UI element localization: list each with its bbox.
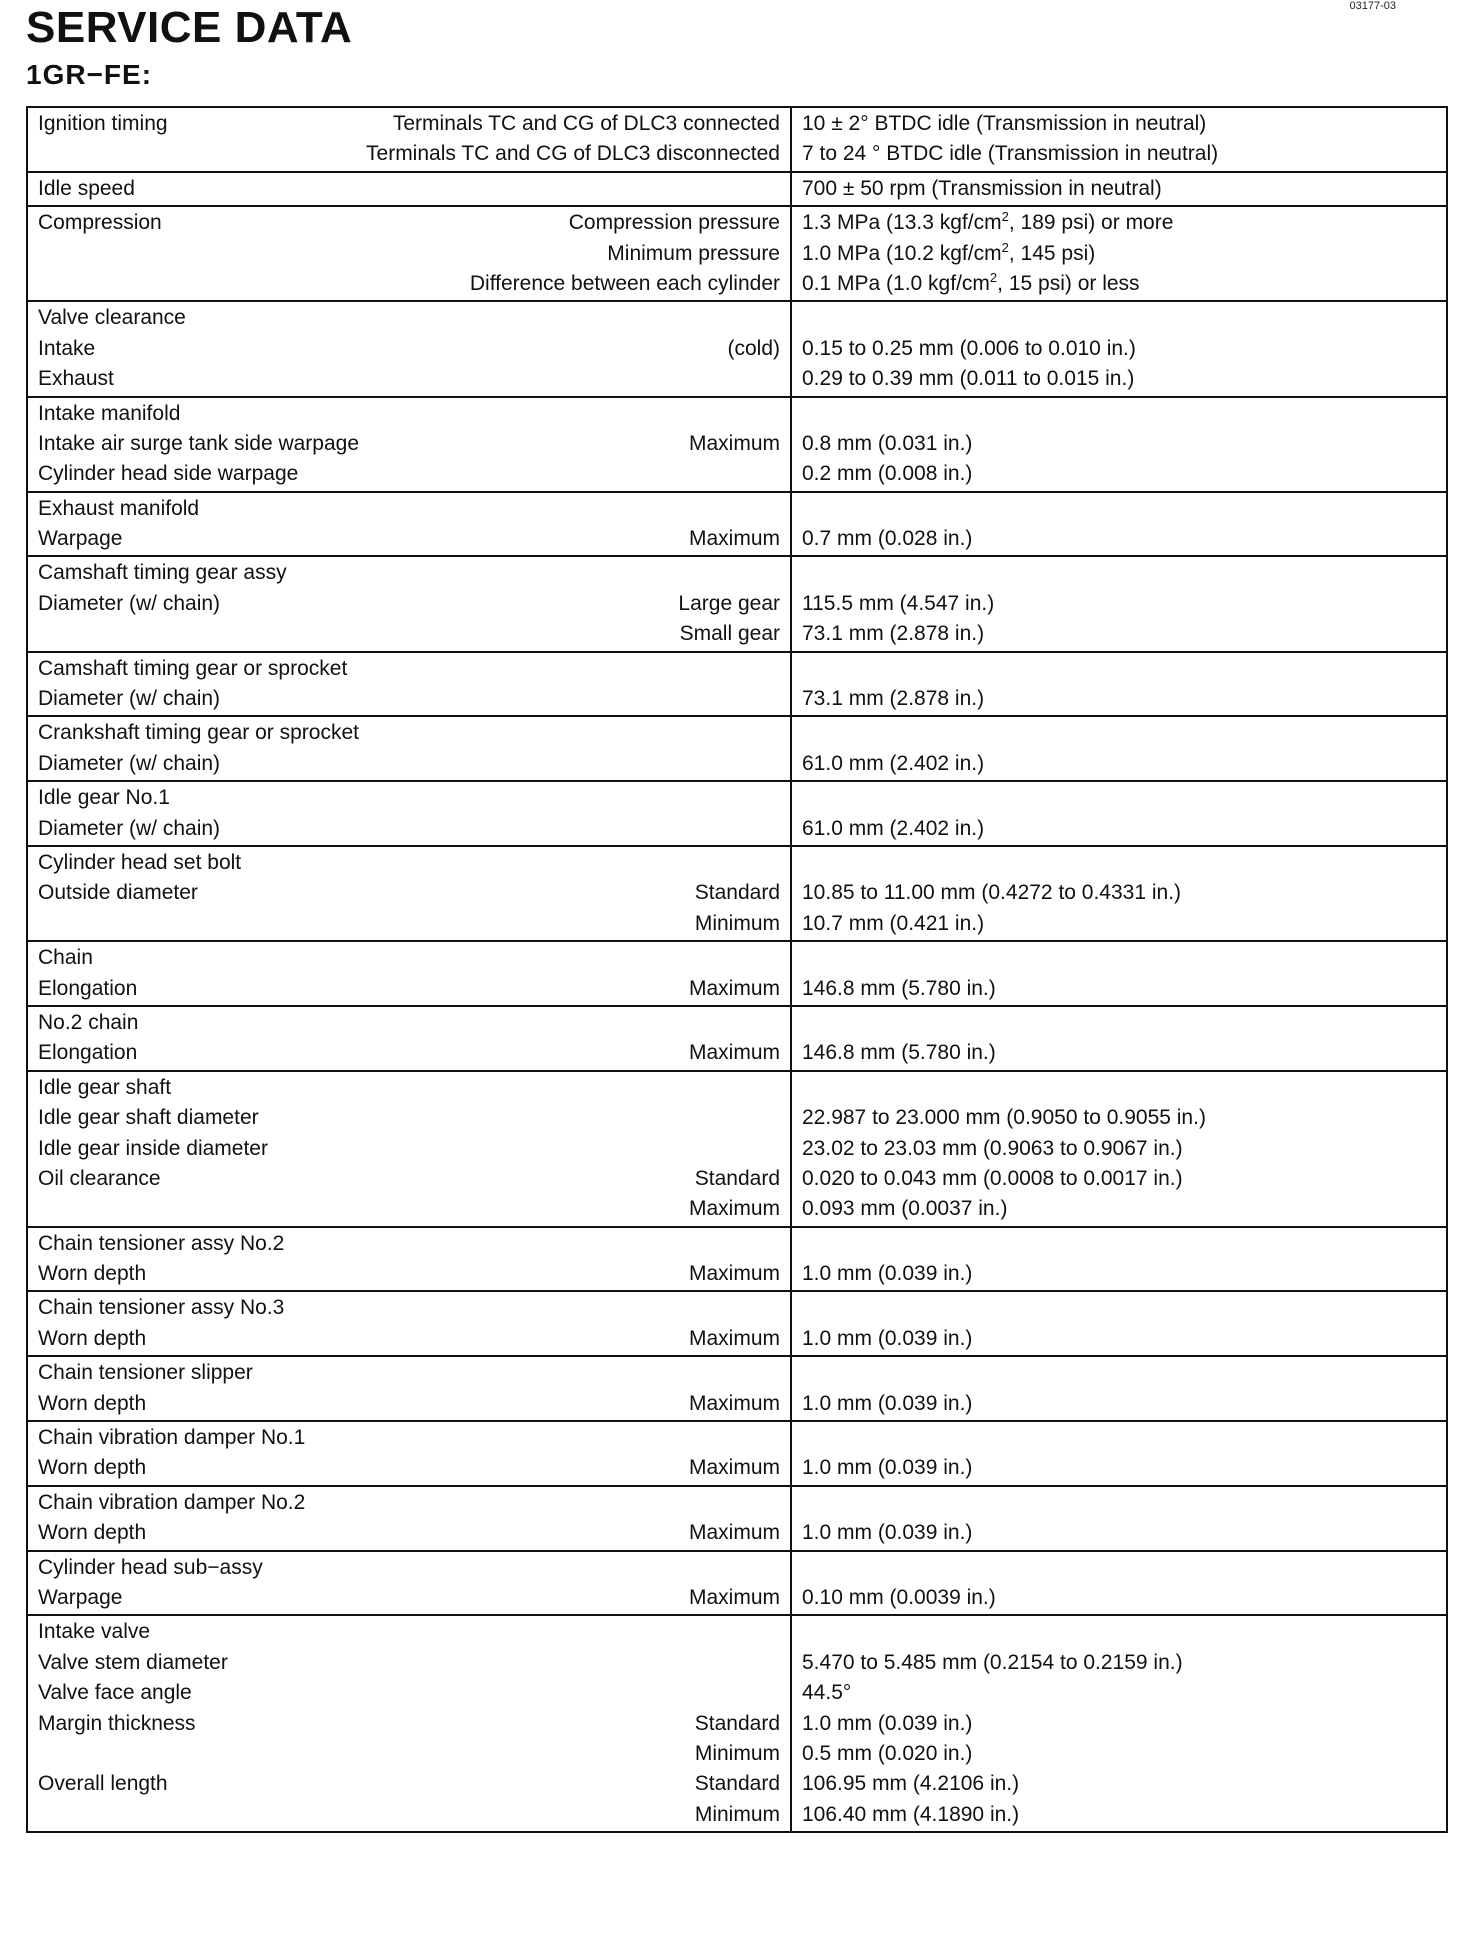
spec-item-line xyxy=(38,1008,780,1038)
spec-item-cell xyxy=(27,1551,791,1616)
spec-item-qualifier: Standard xyxy=(694,1166,780,1190)
spec-item-label: No.2 chain xyxy=(38,1010,139,1034)
spec-item-label: Margin thickness xyxy=(38,1711,196,1735)
spec-item-label: Intake air surge tank side warpage xyxy=(38,431,360,455)
spec-item-label: Intake manifold xyxy=(38,401,181,425)
spec-item-qualifier: Maximum xyxy=(688,1197,780,1221)
spec-value xyxy=(802,399,1436,429)
spec-item-line xyxy=(38,909,780,939)
spec-item-line xyxy=(38,364,780,394)
spec-item-line xyxy=(38,848,780,878)
spec-value: 1.0 mm (0.039 in.) xyxy=(802,1326,973,1350)
spec-value xyxy=(802,558,1436,588)
spec-value: 115.5 mm (4.547 in.) xyxy=(802,591,995,615)
spec-item-label: Cylinder head side warpage xyxy=(38,462,299,486)
spec-item-qualifier: Maximum xyxy=(688,1262,780,1286)
spec-value: 1.0 mm (0.039 in.) xyxy=(802,1391,973,1415)
spec-item-cell xyxy=(27,846,791,941)
spec-value: 700 ± 50 rpm (Transmission in neutral) xyxy=(802,176,1162,200)
spec-value: 0.1 MPa (1.0 kgf/$cm^2$, 15 psi) or less xyxy=(802,269,1140,295)
spec-value xyxy=(802,1229,1436,1259)
spec-item-qualifier: Maximum xyxy=(688,1521,780,1545)
spec-item-line xyxy=(38,334,780,364)
spec-item-line xyxy=(38,1800,780,1830)
spec-item-qualifier: Standard xyxy=(694,1711,780,1735)
spec-value: 10 ± 2° BTDC idle (Transmission in neutral) xyxy=(802,112,1207,135)
table-row xyxy=(27,172,1447,206)
spec-item-label: Oil clearance xyxy=(38,1166,161,1190)
spec-item-qualifier: Minimum xyxy=(694,911,780,935)
spec-value: 0.093 mm (0.0037 in.) xyxy=(802,1197,1008,1221)
spec-value: 10.85 to 11.00 mm (0.4272 to 0.4331 in.) xyxy=(802,881,1182,905)
document-code: 03177-03 xyxy=(1349,0,1396,12)
spec-item-qualifier: Large gear xyxy=(678,591,780,615)
spec-value: 1.0 mm (0.039 in.) xyxy=(802,1711,973,1735)
spec-item-line xyxy=(38,494,780,524)
spec-item-line xyxy=(38,139,780,169)
spec-value xyxy=(802,1073,1436,1103)
spec-item-line xyxy=(38,399,780,429)
table-row xyxy=(27,301,1447,396)
spec-item-label: Chain tensioner slipper xyxy=(38,1361,253,1385)
spec-item-line xyxy=(38,619,780,649)
spec-value xyxy=(802,303,1436,333)
spec-item-cell xyxy=(27,716,791,781)
spec-value: 1.0 MPa (10.2 kgf/$cm^2$, 145 psi) xyxy=(802,239,1096,265)
spec-item-label: Camshaft timing gear assy xyxy=(38,561,287,585)
spec-value xyxy=(802,1488,1436,1518)
spec-item-qualifier: Terminals TC and CG of DLC3 disconnected xyxy=(366,142,780,166)
spec-value: 73.1 mm (2.878 in.) xyxy=(802,687,985,711)
spec-item-label: Diameter (w/ chain) xyxy=(38,687,221,711)
spec-item-label: Idle gear shaft xyxy=(38,1075,172,1099)
spec-item-line xyxy=(38,1194,780,1224)
spec-value xyxy=(802,783,1436,813)
spec-item-label: Worn depth xyxy=(38,1521,147,1545)
spec-value: 1.3 MPa (13.3 kgf/$cm^2$, 189 psi) or more xyxy=(802,209,1174,235)
service-data-table-body xyxy=(27,107,1447,1832)
spec-item-label: Chain xyxy=(38,946,93,970)
spec-item-line xyxy=(38,1134,780,1164)
spec-value-cell xyxy=(791,941,1447,1006)
spec-value-cell xyxy=(791,1615,1447,1832)
spec-item-label: Idle speed xyxy=(38,176,135,200)
spec-value-cell xyxy=(791,1291,1447,1356)
spec-item-label: Worn depth xyxy=(38,1262,147,1286)
spec-item-qualifier: Maximum xyxy=(688,431,780,455)
spec-item-label: Exhaust xyxy=(38,367,114,391)
spec-value-cell xyxy=(791,206,1447,301)
spec-item-label: Idle gear inside diameter xyxy=(38,1136,268,1160)
spec-item-label: Cylinder head sub−assy xyxy=(38,1555,263,1579)
spec-value: 7 to 24 ° BTDC idle (Transmission in neutral) xyxy=(802,142,1219,166)
spec-value xyxy=(802,1293,1436,1323)
spec-item-line xyxy=(38,1488,780,1518)
spec-item-line xyxy=(38,1453,780,1483)
spec-item-line xyxy=(38,1769,780,1799)
spec-item-cell xyxy=(27,941,791,1006)
table-row xyxy=(27,397,1447,492)
spec-value xyxy=(802,494,1436,524)
spec-item-cell xyxy=(27,1006,791,1071)
spec-item-label: Idle gear shaft diameter xyxy=(38,1106,259,1130)
spec-value-cell xyxy=(791,1356,1447,1421)
spec-item-line xyxy=(38,943,780,973)
page-title: SERVICE DATA xyxy=(26,3,353,52)
spec-item-line xyxy=(38,429,780,459)
spec-item-line xyxy=(38,974,780,1004)
spec-item-label: Diameter (w/ chain) xyxy=(38,591,221,615)
spec-item-cell xyxy=(27,301,791,396)
spec-value: 0.7 mm (0.028 in.) xyxy=(802,527,973,551)
spec-item-line xyxy=(38,1648,780,1678)
spec-item-label: Compression xyxy=(38,211,162,235)
spec-value xyxy=(802,1617,1436,1647)
table-row xyxy=(27,1421,1447,1486)
spec-item-qualifier: Compression pressure xyxy=(568,211,780,235)
spec-value: 22.987 to 23.000 mm (0.9050 to 0.9055 in.) xyxy=(802,1106,1206,1130)
spec-item-line xyxy=(38,109,780,139)
spec-item-cell xyxy=(27,1291,791,1356)
spec-item-label: Intake xyxy=(38,336,96,360)
spec-value: 0.5 mm (0.020 in.) xyxy=(802,1741,973,1765)
spec-item-line xyxy=(38,684,780,714)
spec-item-label: Diameter (w/ chain) xyxy=(38,751,221,775)
spec-value: 106.95 mm (4.2106 in.) xyxy=(802,1772,1020,1796)
spec-item-line xyxy=(38,1739,780,1769)
spec-item-cell xyxy=(27,107,791,172)
spec-item-line xyxy=(38,814,780,844)
spec-item-qualifier: Standard xyxy=(694,881,780,905)
spec-item-cell xyxy=(27,1071,791,1227)
spec-value xyxy=(802,654,1436,684)
spec-item-cell xyxy=(27,1615,791,1832)
spec-item-line xyxy=(38,1073,780,1103)
spec-value: 0.10 mm (0.0039 in.) xyxy=(802,1585,996,1609)
spec-item-line xyxy=(38,1293,780,1323)
spec-value-cell xyxy=(791,492,1447,557)
spec-value: 0.020 to 0.043 mm (0.0008 to 0.0017 in.) xyxy=(802,1166,1183,1190)
spec-value-cell xyxy=(791,652,1447,717)
spec-item-label: Valve clearance xyxy=(38,306,186,330)
spec-item-label: Chain vibration damper No.1 xyxy=(38,1426,306,1450)
spec-item-cell xyxy=(27,1486,791,1551)
spec-item-line xyxy=(38,558,780,588)
table-row xyxy=(27,716,1447,781)
service-data-table xyxy=(26,106,1448,1833)
spec-item-line xyxy=(38,1389,780,1419)
spec-item-line xyxy=(38,1709,780,1739)
table-row xyxy=(27,1551,1447,1616)
spec-value: 61.0 mm (2.402 in.) xyxy=(802,816,985,840)
spec-value xyxy=(802,1008,1436,1038)
spec-item-label: Outside diameter xyxy=(38,881,198,905)
spec-item-label: Valve stem diameter xyxy=(38,1650,228,1674)
spec-item-label: Chain vibration damper No.2 xyxy=(38,1490,306,1514)
spec-item-label: Chain tensioner assy No.3 xyxy=(38,1296,285,1320)
spec-item-line xyxy=(38,589,780,619)
table-row xyxy=(27,1356,1447,1421)
spec-item-line xyxy=(38,1518,780,1548)
spec-value xyxy=(802,1553,1436,1583)
spec-item-cell xyxy=(27,492,791,557)
spec-value: 23.02 to 23.03 mm (0.9063 to 0.9067 in.) xyxy=(802,1136,1183,1160)
spec-item-cell xyxy=(27,397,791,492)
spec-item-qualifier: Maximum xyxy=(688,1326,780,1350)
spec-item-label: Elongation xyxy=(38,976,138,1000)
spec-item-qualifier: Maximum xyxy=(688,527,780,551)
spec-value xyxy=(802,1358,1436,1388)
spec-item-cell xyxy=(27,1227,791,1292)
table-row xyxy=(27,556,1447,651)
spec-value-cell xyxy=(791,1071,1447,1227)
table-row xyxy=(27,846,1447,941)
spec-item-line xyxy=(38,303,780,333)
spec-item-label: Idle gear No.1 xyxy=(38,786,170,810)
spec-value: 106.40 mm (4.1890 in.) xyxy=(802,1802,1020,1826)
spec-item-line xyxy=(38,524,780,554)
spec-item-line xyxy=(38,654,780,684)
spec-item-line xyxy=(38,1324,780,1354)
spec-item-qualifier: Maximum xyxy=(688,1456,780,1480)
spec-item-line xyxy=(38,1103,780,1133)
spec-value xyxy=(802,848,1436,878)
spec-value-cell xyxy=(791,556,1447,651)
spec-item-line xyxy=(38,783,780,813)
spec-value-cell xyxy=(791,301,1447,396)
spec-value: 146.8 mm (5.780 in.) xyxy=(802,976,996,1000)
spec-item-cell xyxy=(27,1356,791,1421)
spec-item-line xyxy=(38,1358,780,1388)
spec-item-qualifier: Maximum xyxy=(688,1041,780,1065)
spec-item-line xyxy=(38,269,780,299)
spec-value-cell xyxy=(791,1486,1447,1551)
spec-item-line xyxy=(38,1164,780,1194)
spec-item-line xyxy=(38,1229,780,1259)
spec-value-cell xyxy=(791,1227,1447,1292)
table-row xyxy=(27,107,1447,172)
spec-item-cell xyxy=(27,652,791,717)
spec-item-label: Worn depth xyxy=(38,1456,147,1480)
spec-item-line xyxy=(38,1678,780,1708)
spec-value-cell xyxy=(791,1421,1447,1486)
spec-item-qualifier: Small gear xyxy=(679,622,780,646)
spec-item-line xyxy=(38,718,780,748)
table-row xyxy=(27,1291,1447,1356)
spec-item-cell xyxy=(27,556,791,651)
spec-item-label: Warpage xyxy=(38,527,123,551)
spec-value xyxy=(802,1423,1436,1453)
spec-item-line xyxy=(38,1553,780,1583)
spec-value: 0.15 to 0.25 mm (0.006 to 0.010 in.) xyxy=(802,336,1136,360)
spec-item-label: Diameter (w/ chain) xyxy=(38,816,221,840)
spec-item-label: Worn depth xyxy=(38,1326,147,1350)
spec-value: 1.0 mm (0.039 in.) xyxy=(802,1521,973,1545)
spec-item-line xyxy=(38,174,780,204)
spec-value xyxy=(802,718,1436,748)
spec-item-label: Crankshaft timing gear or sprocket xyxy=(38,721,359,745)
spec-item-qualifier: Standard xyxy=(694,1772,780,1796)
spec-item-label: Warpage xyxy=(38,1585,123,1609)
spec-item-qualifier: Difference between each cylinder xyxy=(469,271,780,295)
spec-item-qualifier: Maximum xyxy=(688,976,780,1000)
spec-item-line xyxy=(38,208,780,238)
spec-item-label: Exhaust manifold xyxy=(38,496,200,520)
spec-item-cell xyxy=(27,172,791,206)
spec-value-cell xyxy=(791,172,1447,206)
spec-value: 1.0 mm (0.039 in.) xyxy=(802,1456,973,1480)
spec-item-line xyxy=(38,1617,780,1647)
spec-item-line xyxy=(38,459,780,489)
spec-value-cell xyxy=(791,1551,1447,1616)
spec-value: 0.2 mm (0.008 in.) xyxy=(802,462,973,486)
spec-item-line xyxy=(38,1583,780,1613)
spec-value-cell xyxy=(791,716,1447,781)
spec-item-qualifier: Maximum xyxy=(688,1585,780,1609)
engine-model-subtitle: 1GR−FE: xyxy=(26,59,153,90)
spec-value-cell xyxy=(791,846,1447,941)
table-row xyxy=(27,1615,1447,1832)
spec-item-line xyxy=(38,749,780,779)
spec-value: 0.29 to 0.39 mm (0.011 to 0.015 in.) xyxy=(802,367,1135,391)
spec-item-qualifier: Minimum xyxy=(694,1741,780,1765)
spec-item-cell xyxy=(27,781,791,846)
table-row xyxy=(27,1006,1447,1071)
spec-item-line xyxy=(38,1259,780,1289)
spec-value: 5.470 to 5.485 mm (0.2154 to 0.2159 in.) xyxy=(802,1650,1183,1674)
spec-item-label: Worn depth xyxy=(38,1391,147,1415)
spec-item-qualifier: Minimum pressure xyxy=(607,241,780,265)
spec-value: 10.7 mm (0.421 in.) xyxy=(802,911,985,935)
table-row xyxy=(27,1486,1447,1551)
spec-item-line xyxy=(38,239,780,269)
spec-value: 44.5° xyxy=(802,1681,852,1705)
spec-item-label: Intake valve xyxy=(38,1620,151,1644)
spec-item-label: Camshaft timing gear or sprocket xyxy=(38,656,348,680)
spec-item-qualifier: Maximum xyxy=(688,1391,780,1415)
spec-item-label: Cylinder head set bolt xyxy=(38,850,242,874)
spec-item-qualifier: (cold) xyxy=(727,336,780,360)
table-row xyxy=(27,1227,1447,1292)
table-row xyxy=(27,206,1447,301)
spec-item-label: Chain tensioner assy No.2 xyxy=(38,1231,285,1255)
spec-value-cell xyxy=(791,781,1447,846)
spec-value: 73.1 mm (2.878 in.) xyxy=(802,622,985,646)
spec-item-cell xyxy=(27,206,791,301)
spec-item-label: Elongation xyxy=(38,1041,138,1065)
spec-value: 0.8 mm (0.031 in.) xyxy=(802,431,973,455)
table-row xyxy=(27,492,1447,557)
spec-value: 1.0 mm (0.039 in.) xyxy=(802,1262,973,1286)
spec-value xyxy=(802,943,1436,973)
spec-item-label: Valve face angle xyxy=(38,1681,192,1705)
table-row xyxy=(27,652,1447,717)
spec-value-cell xyxy=(791,1006,1447,1071)
table-row xyxy=(27,941,1447,1006)
spec-item-cell xyxy=(27,1421,791,1486)
spec-item-label: Overall length xyxy=(38,1772,168,1796)
spec-item-line xyxy=(38,1423,780,1453)
table-row xyxy=(27,781,1447,846)
spec-item-line xyxy=(38,1038,780,1068)
table-row xyxy=(27,1071,1447,1227)
spec-value: 61.0 mm (2.402 in.) xyxy=(802,751,985,775)
spec-item-qualifier: Minimum xyxy=(694,1802,780,1826)
spec-item-qualifier: Terminals TC and CG of DLC3 connected xyxy=(392,112,780,135)
spec-item-line xyxy=(38,878,780,908)
spec-value: 146.8 mm (5.780 in.) xyxy=(802,1041,996,1065)
spec-item-label: Ignition timing xyxy=(38,112,168,135)
spec-value-cell xyxy=(791,107,1447,172)
spec-value-cell xyxy=(791,397,1447,492)
